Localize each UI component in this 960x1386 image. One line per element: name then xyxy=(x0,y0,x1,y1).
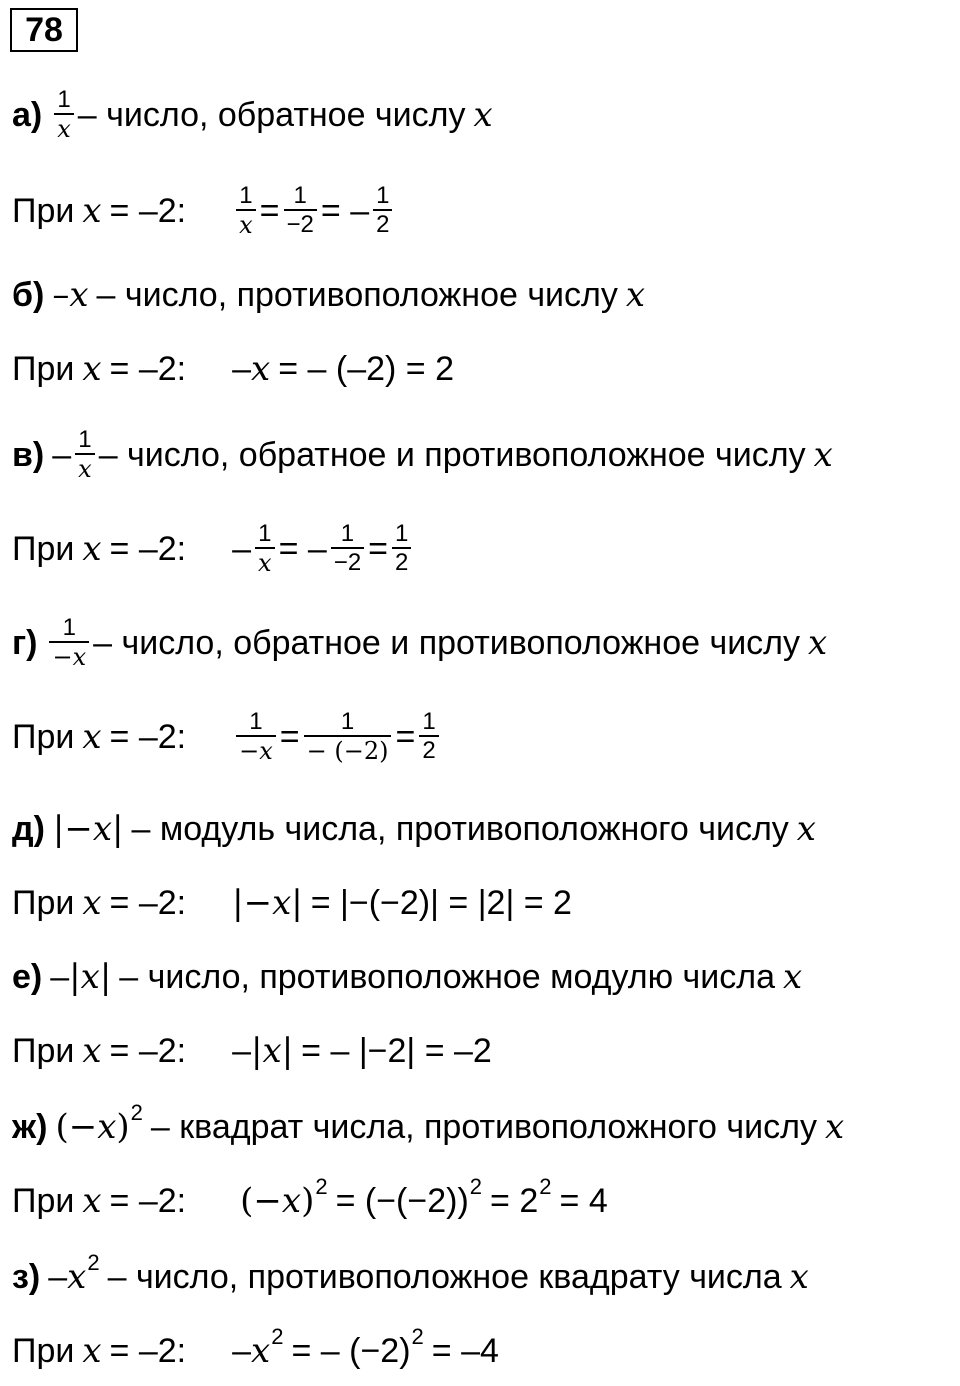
eval-z: При x = –2: – x 2 = – (−2) 2 = –4 xyxy=(12,1324,499,1371)
item-d: д) |− x | – модуль числа, противоположного числу x xyxy=(12,809,816,849)
evaluation: = – (−2) xyxy=(291,1331,411,1370)
condition: = –2: xyxy=(109,883,187,922)
condition: = –2: xyxy=(109,349,187,388)
item-label: в) xyxy=(12,435,45,474)
variable: x xyxy=(251,349,271,389)
item-description: – число, противоположное модулю числа xyxy=(119,957,775,996)
item-label: д) xyxy=(12,809,45,848)
fraction: $\frac{1}{2}$ xyxy=(419,709,438,765)
variable: x xyxy=(824,1107,845,1147)
exponent: 2 xyxy=(469,1174,483,1199)
evaluation: = 2 xyxy=(490,1181,539,1220)
item-a xyxy=(12,80,493,150)
exponent: 2 xyxy=(411,1324,424,1349)
variable: x xyxy=(82,349,102,389)
at-label: При xyxy=(12,349,75,388)
fraction: $\frac{1}{2}$ xyxy=(392,521,411,577)
item-g xyxy=(12,608,827,678)
item-label: е) xyxy=(12,957,43,996)
variable: x xyxy=(82,883,102,923)
item-description: – число, обратное числу xyxy=(77,95,466,134)
fraction: $\frac{1}{-x}$ xyxy=(49,615,89,671)
eval-zh: При x = –2: (− x ) 2 = (−(−2)) 2 = 2 2 = 4 xyxy=(12,1174,608,1221)
item-label: г) xyxy=(12,623,38,662)
at-label: При xyxy=(12,883,75,922)
eval-v: При x = –2: – $\frac{1}{x}$ = – $\frac{1}{-2}$ = $\frac{1}{2}$ xyxy=(12,514,415,584)
condition: = –2: xyxy=(109,191,187,230)
variable: x xyxy=(625,275,646,315)
variable: x xyxy=(782,957,803,997)
condition: = –2: xyxy=(109,1031,187,1070)
condition: = –2: xyxy=(109,717,187,756)
variable: x xyxy=(92,809,113,849)
variable: x xyxy=(80,957,100,997)
variable: x xyxy=(473,95,493,135)
variable: x xyxy=(272,883,292,923)
item-description: – число, обратное и противоположное числу xyxy=(93,623,801,662)
item-description: – число, противоположное квадрату числа xyxy=(107,1257,782,1296)
variable: x xyxy=(82,1031,102,1071)
fraction: $\frac{1}{-x}$ xyxy=(236,709,276,765)
item-description: – модуль числа, противоположного числу xyxy=(131,809,789,848)
condition: = –2: xyxy=(109,529,187,568)
exponent: 2 xyxy=(87,1250,100,1275)
eval-b: При x = –2: – x = – (–2) = 2 xyxy=(12,349,454,389)
item-e: е) – | x | – число, противоположное модулю числа x xyxy=(12,957,803,997)
fraction: $\frac{1}{x}$ xyxy=(236,183,256,239)
at-label: При xyxy=(12,1331,75,1370)
item-description: – квадрат числа, противоположного числу xyxy=(150,1107,817,1146)
at-label: При xyxy=(12,529,75,568)
item-label: з) xyxy=(12,1257,41,1296)
evaluation: = 4 xyxy=(559,1181,608,1220)
fraction: $\frac{1}{- (-2)}$ xyxy=(304,709,392,765)
fraction: $\frac{1}{x}$ xyxy=(255,521,275,577)
variable: x xyxy=(97,1107,117,1147)
item-description: – число, обратное и противоположное числу xyxy=(98,435,806,474)
eval-d: При x = –2: |− x | = |−(−2)| = |2| = 2 xyxy=(12,883,572,923)
variable: x xyxy=(808,623,828,663)
variable: x xyxy=(82,1181,102,1221)
variable: x xyxy=(82,191,102,231)
item-description: – число, противоположное числу xyxy=(96,275,618,314)
variable: x xyxy=(67,1257,87,1297)
fraction: $\frac{1}{x}$ xyxy=(75,427,95,483)
item-label: ж) xyxy=(12,1107,48,1146)
at-label: При xyxy=(12,1031,75,1070)
fraction: $\frac{1}{x}$ xyxy=(54,87,74,143)
evaluation: = (−(−2)) xyxy=(335,1181,469,1220)
evaluation: = – (–2) = 2 xyxy=(278,349,454,388)
condition: = –2: xyxy=(109,1181,187,1220)
at-label: При xyxy=(12,717,75,756)
variable: x xyxy=(82,717,102,757)
item-b: б) – x – число, противоположное числу x xyxy=(12,275,646,315)
variable: x xyxy=(251,1331,271,1371)
variable: x xyxy=(69,275,89,315)
variable: x xyxy=(281,1181,302,1221)
item-zh: ж) (− x ) 2 – квадрат числа, противоположного числу x xyxy=(12,1100,845,1147)
variable: x xyxy=(262,1031,282,1071)
eval-g: При x = –2: $\frac{1}{-x}$ = $\frac{1}{- (-2)}$ = $\frac{1}{2}$ xyxy=(12,702,443,772)
eval-a: При x = –2: $\frac{1}{x}$ = $\frac{1}{-2}$ = – $\frac{1}{2}$ xyxy=(12,176,396,246)
fraction: $\frac{1}{-2}$ xyxy=(284,183,317,239)
exponent: 2 xyxy=(539,1174,552,1199)
variable: x xyxy=(789,1257,809,1297)
item-z: з) – x 2 – число, противоположное квадрату числа x xyxy=(12,1250,809,1297)
variable: x xyxy=(796,809,816,849)
condition: = –2: xyxy=(109,1331,187,1370)
variable: x xyxy=(82,1331,102,1371)
fraction: $\frac{1}{2}$ xyxy=(373,183,392,239)
exponent: 2 xyxy=(271,1324,284,1349)
evaluation: = –4 xyxy=(431,1331,499,1370)
item-v: в) – $\frac{1}{x}$ – число, обратное и противоположное числу x xyxy=(12,426,833,483)
item-label: а) xyxy=(12,95,43,134)
variable: x xyxy=(813,435,833,475)
exponent: 2 xyxy=(130,1100,143,1125)
at-label: При xyxy=(12,191,75,230)
eval-e: При x = –2: – | x | = – |−2| = –2 xyxy=(12,1031,492,1071)
evaluation: = |−(−2)| = |2| = 2 xyxy=(310,883,572,922)
item-label: б) xyxy=(12,275,45,314)
fraction: $\frac{1}{-2}$ xyxy=(331,521,364,577)
task-number: 78 xyxy=(10,8,78,52)
variable: x xyxy=(82,529,102,569)
evaluation: = – |−2| = –2 xyxy=(301,1031,492,1070)
at-label: При xyxy=(12,1181,75,1220)
exponent: 2 xyxy=(315,1174,328,1199)
